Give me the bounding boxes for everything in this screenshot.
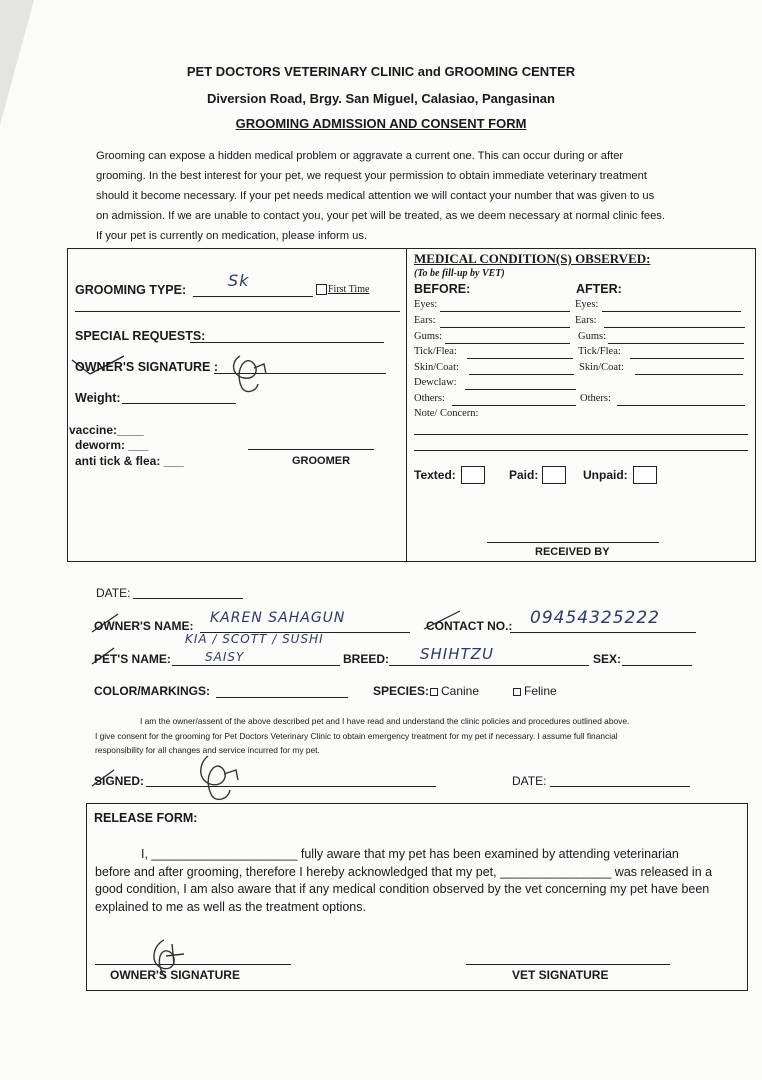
grooming-type-extra-line[interactable] [75,311,400,312]
pet-name-value-1: KIA / SCOTT / SUSHI [185,632,324,646]
after-gums-label: Gums: [578,331,607,342]
note-line-1[interactable] [414,434,748,435]
release-form-title: RELEASE FORM: [94,811,198,825]
texted-checkbox[interactable] [461,466,485,484]
release-owner-signature-label: OWNER'S SIGNATURE [110,968,240,982]
owner-name-check-mark [90,612,120,636]
after-tickflea-field[interactable] [630,358,744,359]
first-time-label: First Time [328,284,370,295]
feline-checkbox[interactable] [513,688,521,696]
consent-line: I give consent for the grooming for Pet Doctors Veterinary Clinic to obtain emergency treatment for my pet if necessary. I assume full financial [95,731,618,741]
texted-label: Texted: [414,468,456,482]
before-tickflea-field[interactable] [467,358,573,359]
after-tickflea-label: Tick/Flea: [578,346,621,357]
medical-condition-title: MEDICAL CONDITION(S) OBSERVED: [414,251,651,266]
signed-label: SIGNED: [94,774,145,788]
after-others-field[interactable] [617,405,745,406]
contact-value: 09454325222 [530,608,660,628]
owner-name-value: KAREN SAHAGUN [210,610,346,626]
signed-date-label: DATE: [512,774,547,788]
color-markings-field[interactable] [216,697,348,698]
grooming-type-field[interactable] [193,296,313,297]
after-ears-field[interactable] [604,327,745,328]
owner-signature-scribble [226,348,276,398]
contact-field[interactable] [510,632,696,633]
pet-name-label: PET'S NAME: [94,652,171,666]
grooming-type-value: Sk [228,271,250,290]
before-dewclaw-field[interactable] [465,389,576,390]
clinic-name: PET DOCTORS VETERINARY CLINIC and GROOMING CENTER [186,64,576,79]
signed-signature-scribble [192,748,248,806]
intro-line: If your pet is currently on medication, please inform us. [96,230,368,242]
signature-check-mark [68,354,128,378]
breed-field[interactable] [389,665,589,666]
after-skincoat-field[interactable] [635,374,743,375]
first-time-checkbox[interactable] [316,284,327,295]
signed-field[interactable] [146,786,436,787]
paid-checkbox[interactable] [542,466,566,484]
before-others-label: Others: [414,393,445,404]
grooming-type-label: GROOMING TYPE: [75,283,187,297]
sex-label: SEX: [593,652,622,666]
after-ears-label: Ears: [575,315,597,326]
received-by-label: RECEIVED BY [535,546,610,558]
after-gums-field[interactable] [608,343,744,344]
before-gums-label: Gums: [414,331,443,342]
unpaid-checkbox[interactable] [633,466,657,484]
weight-label: Weight: [75,391,121,405]
before-others-field[interactable] [452,405,576,406]
feline-label: Feline [524,684,557,698]
before-eyes-field[interactable] [440,311,570,312]
after-eyes-field[interactable] [602,311,741,312]
weight-field[interactable] [122,403,236,404]
breed-label: BREED: [343,652,390,666]
color-markings-label: COLOR/MARKINGS: [94,684,210,698]
sex-field[interactable] [622,665,692,666]
vet-signature-label: VET SIGNATURE [512,968,609,982]
before-skincoat-field[interactable] [469,374,574,375]
pet-name-check-mark [90,646,116,668]
canine-label: Canine [441,684,480,698]
breed-value: SHIHTZU [420,645,494,663]
vaccine-label: vaccine:____ [69,423,144,437]
intro-line: on admission. If we are unable to contact you, your pet will be treated, as we deem necessary at normal clinic fees. [96,210,665,222]
note-concern-label: Note/ Concern: [414,408,479,419]
date-label: DATE: [96,586,131,600]
groomer-label: GROOMER [292,455,351,467]
groomer-signature-field[interactable] [248,449,374,450]
special-requests-field[interactable] [190,342,384,343]
consent-line: responsibility for all changes and service incurred for my pet. [95,745,320,755]
received-by-field[interactable] [487,542,659,543]
before-tickflea-label: Tick/Flea: [414,346,457,357]
note-line-2[interactable] [414,450,748,451]
after-eyes-label: Eyes: [575,299,599,310]
contact-check-mark [422,609,462,633]
after-others-label: Others: [580,393,611,404]
intro-line: should it become necessary. If your pet needs medical attention we will contact your number that was given to us [96,190,655,202]
consent-line: I am the owner/assent of the above described pet and I have read and understand the clinic policies and procedures outlined above. [140,716,630,726]
release-line: explained to me as well as the treatment options. [95,900,366,914]
deworm-label: deworm: ___ [75,438,149,452]
before-ears-field[interactable] [440,327,570,328]
release-line: good condition, I am also aware that if any medical condition observed by the vet concerning my pet have been [95,882,710,896]
medical-condition-subtitle: (To be fill-up by VET) [414,268,505,279]
canine-checkbox[interactable] [430,688,438,696]
date-field[interactable] [133,598,243,599]
signed-check-mark [90,768,116,790]
clinic-address: Diversion Road, Brgy. San Miguel, Calasiao, Pangasinan [207,91,555,106]
release-line: before and after grooming, therefore I hereby acknowledged that my pet, ________________ was released in a [95,865,713,879]
before-dewclaw-label: Dewclaw: [414,377,457,388]
before-label: BEFORE: [414,282,471,296]
form-title: GROOMING ADMISSION AND CONSENT FORM [235,116,527,131]
intro-line: Grooming can expose a hidden medical problem or aggravate a current one. This can occur during or after [96,150,624,162]
after-label: AFTER: [576,282,622,296]
after-skincoat-label: Skin/Coat: [579,362,624,373]
unpaid-label: Unpaid: [583,468,628,482]
owner-name-label: OWNER'S NAME: [94,619,194,633]
box-divider [406,249,407,561]
before-ears-label: Ears: [414,315,436,326]
before-gums-field[interactable] [445,343,570,344]
antitick-label: anti tick & flea: ___ [75,454,184,468]
species-label: SPECIES: [373,684,430,698]
before-skincoat-label: Skin/Coat: [414,362,459,373]
pet-name-value-2: SAISY [205,650,245,664]
release-line: I, _____________________ fully aware that my pet has been examined by attending veterinarian [141,847,679,861]
owner-signature-label: OWNER'S SIGNATURE : [75,360,219,374]
paid-label: Paid: [509,468,539,482]
intro-paragraph [96,146,665,246]
before-eyes-label: Eyes: [414,299,438,310]
vet-signature-field[interactable] [466,964,670,965]
contact-label: CONTACT NO.: [426,619,513,633]
special-requests-label: SPECIAL REQUESTS: [75,329,206,343]
signed-date-field[interactable] [550,786,690,787]
pet-name-field[interactable] [172,665,340,666]
intro-line: grooming. In the best interest for your pet, we request your permission to obtain immediate veterinary treatment [96,170,647,182]
